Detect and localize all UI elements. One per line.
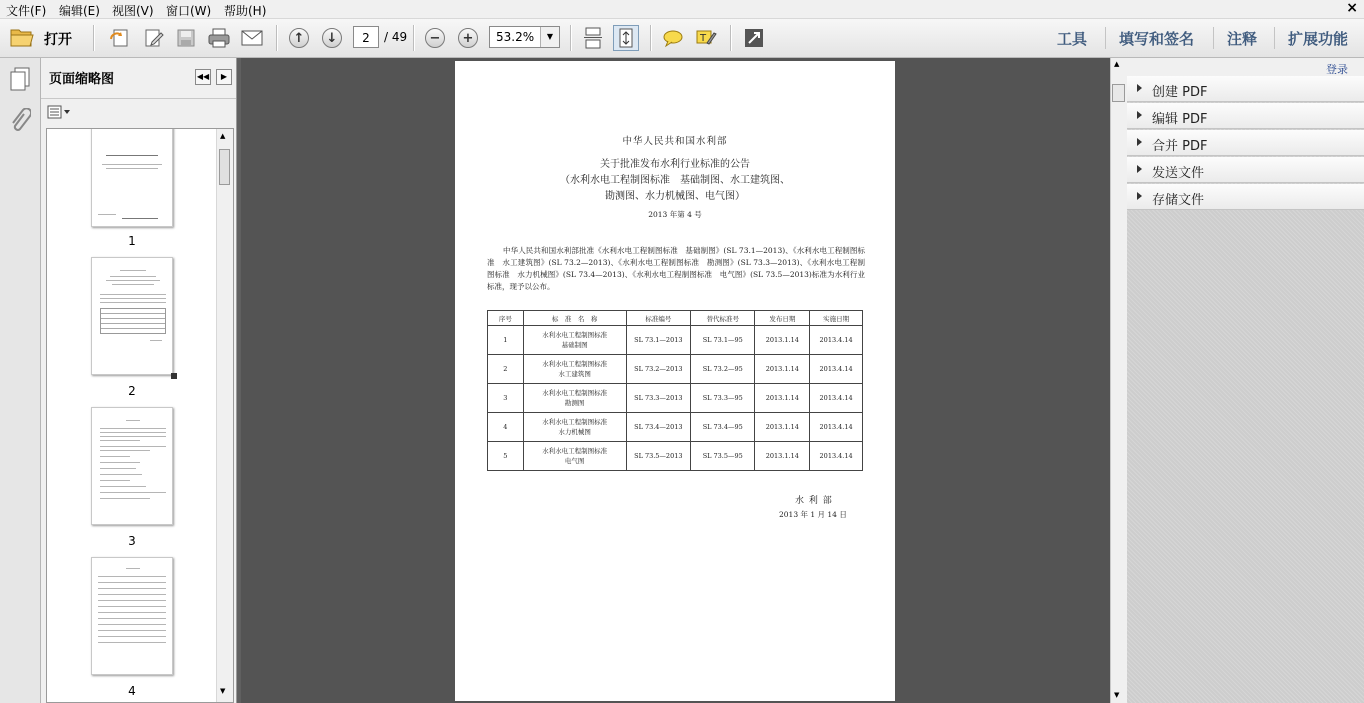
merge-pdf-label: 合并 PDF [1152,139,1208,154]
table-cell: SL 73.1—95 [691,326,755,355]
next-page-icon[interactable]: ↓ [319,25,345,51]
table-row [488,384,863,413]
navigation-rail [0,58,41,703]
send-file-item[interactable] [1127,157,1364,183]
panel-title: 页面缩略图 [49,72,115,87]
scroll-up-icon[interactable]: ▲ [1114,60,1120,68]
svg-text:T: T [700,33,707,44]
thumbnail-scroll-thumb[interactable] [219,149,230,185]
table-cell [523,355,626,384]
close-document-icon[interactable]: × [1346,0,1358,16]
chevron-down-icon[interactable]: ▼ [540,27,559,47]
table-cell: SL 73.2—2013 [626,355,690,384]
table-cell: 2013.4.14 [810,442,863,471]
table-row [488,442,863,471]
scroll-down-icon[interactable]: ▼ [220,687,226,695]
standard-part: 水工建筑图 [558,370,591,378]
previous-page-icon[interactable]: ↑ [286,25,312,51]
table-cell: 2013.1.14 [755,413,810,442]
zoom-value: 53.2% [496,30,535,44]
standard-name: 水利水电工程制图标准 [542,418,608,426]
expand-arrow-icon [1137,84,1142,92]
standard-name: 水利水电工程制图标准 [542,447,608,455]
table-header: 替代标准号 [691,311,755,326]
open-folder-icon[interactable] [10,26,34,50]
table-cell [523,413,626,442]
page-thumbnails-icon[interactable] [9,67,31,94]
table-header-row [488,311,863,326]
thumbnails-panel [41,58,237,703]
fullscreen-icon[interactable] [741,25,767,51]
table-cell: 4 [488,413,524,442]
table-cell: 2 [488,355,524,384]
fill-sign-tab[interactable]: 填写和签名 [1119,30,1195,48]
extended-tab[interactable]: 扩展功能 [1288,30,1349,48]
table-row [488,413,863,442]
table-cell: SL 73.5—95 [691,442,755,471]
table-cell: 2013.1.14 [755,355,810,384]
edit-document-icon[interactable] [141,25,167,51]
save-as-icon[interactable] [107,25,133,51]
table-cell: SL 73.1—2013 [626,326,690,355]
expand-arrow-icon [1137,111,1142,119]
task-pane [1127,58,1364,703]
table-row [488,326,863,355]
menu-file[interactable]: 文件(F) [6,4,47,18]
document-view [241,58,1110,703]
zoom-select[interactable] [489,26,560,48]
table-cell: 3 [488,384,524,413]
print-icon[interactable] [206,25,232,51]
table-header: 发布日期 [755,311,810,326]
table-cell: SL 73.5—2013 [626,442,690,471]
edit-pdf-item[interactable] [1127,103,1364,129]
standard-part: 电气图 [564,457,585,465]
menu-bar [0,0,1364,19]
page-total: / 49 [384,30,408,44]
menu-help[interactable]: 帮助(H) [224,4,267,18]
expand-arrow-icon [1137,138,1142,146]
expand-arrow-icon [1137,165,1142,173]
table-header: 序号 [488,311,524,326]
scroll-down-icon[interactable]: ▼ [1114,691,1120,699]
thumbnail-scrollbar[interactable] [216,129,233,702]
zoom-in-icon[interactable]: + [455,25,481,51]
merge-pdf-item[interactable] [1127,130,1364,156]
table-cell: 2013.1.14 [755,384,810,413]
table-cell: 2013.1.14 [755,442,810,471]
thumbnail-list [46,128,234,703]
notice-body: 中华人民共和国水利部批准《水利水电工程制图标准 基础制图》(SL 73.1—2013)、《水利水电工程制图标准 水工建筑图》(SL 73.2—2013)、《水利水电工程制图标准 勘测图》(SL 73.3—2013)、《水利水电工程制图标准 水力机械图》(SL 73.4—2013)、《水利水电工程制图标准 电气图》(SL 73.5—2013)标准为水利行业标准，现予以公布。 [487,246,865,291]
standard-part: 基础制图 [561,341,588,349]
table-cell: 2013.4.14 [810,326,863,355]
page-thumbnail-2[interactable] [91,257,173,375]
signature: 水 利 部 [795,496,833,506]
page-thumbnail-3[interactable] [91,407,173,525]
page-thumbnail-1[interactable] [91,128,173,227]
signature-date: 2013 年 1 月 14 日 [779,510,847,519]
table-cell: 2013.4.14 [810,355,863,384]
table-row [488,355,863,384]
menu-view[interactable]: 视图(V) [112,4,154,18]
table-cell: SL 73.2—95 [691,355,755,384]
zoom-out-icon[interactable]: − [422,25,448,51]
highlight-text-icon[interactable] [693,25,719,51]
table-cell: 5 [488,442,524,471]
standards-table [487,310,863,471]
table-header: 标准编号 [626,311,690,326]
document-page [455,61,895,701]
create-pdf-item[interactable] [1127,76,1364,102]
open-button[interactable]: 打开 [44,32,72,48]
table-cell: SL 73.3—95 [691,384,755,413]
doc-number: 2013 年第 4 号 [648,210,702,219]
table-header: 实施日期 [810,311,863,326]
page-thumbnail-4[interactable] [91,557,173,675]
standard-name: 水利水电工程制图标准 [542,360,608,368]
scroll-mode-icon[interactable] [580,25,606,51]
document-scrollbar[interactable] [1110,58,1127,703]
collapse-panel-icon[interactable]: ◀◀ [195,69,211,85]
standard-part: 勘测图 [564,399,585,407]
table-cell: SL 73.4—2013 [626,413,690,442]
comment-tab[interactable]: 注释 [1227,30,1258,48]
document-scroll-thumb[interactable] [1112,84,1125,102]
login-link[interactable]: 登录 [1326,63,1348,76]
thumbnail-label-1: 1 [128,234,136,248]
store-file-item[interactable] [1127,184,1364,210]
standard-name: 水利水电工程制图标准 [542,331,608,339]
attachment-icon[interactable] [9,108,31,137]
thumbnail-label-2: 2 [128,384,136,398]
toolbar [0,19,1364,58]
fit-page-icon[interactable] [613,25,639,51]
notice-subheading-2: 勘测图、水力机械图、电气图） [605,191,745,202]
table-cell: SL 73.4—95 [691,413,755,442]
expand-panel-icon[interactable]: ▶ [216,69,232,85]
email-icon[interactable] [239,25,265,51]
table-cell [523,326,626,355]
table-cell: 2013.4.14 [810,384,863,413]
thumbnail-options-icon[interactable] [47,104,71,120]
thumbnail-label-3: 3 [128,534,136,548]
standard-part: 水力机械图 [558,428,591,436]
expand-arrow-icon [1137,192,1142,200]
notice-heading: 关于批准发布水利行业标准的公告 [600,159,750,170]
send-file-label: 发送文件 [1152,166,1205,181]
tools-tab[interactable]: 工具 [1057,30,1088,48]
menu-window[interactable]: 窗口(W) [166,4,212,18]
table-cell: 1 [488,326,524,355]
table-cell: 2013.4.14 [810,413,863,442]
scroll-up-icon[interactable]: ▲ [220,132,226,140]
notice-subheading-1: （水利水电工程制图标准 基础制图、水工建筑图、 [560,175,790,186]
org-title: 中华人民共和国水利部 [622,136,728,147]
table-cell: SL 73.3—2013 [626,384,690,413]
create-pdf-label: 创建 PDF [1152,85,1208,100]
thumbnail-label-4: 4 [128,684,136,698]
table-cell [523,442,626,471]
edit-pdf-label: 编辑 PDF [1152,112,1208,127]
standard-name: 水利水电工程制图标准 [542,389,608,397]
save-icon[interactable] [173,25,199,51]
comment-icon[interactable] [660,25,686,51]
table-cell [523,384,626,413]
table-cell: 2013.1.14 [755,326,810,355]
table-header: 标 准 名 称 [523,311,626,326]
page-number-input[interactable]: 2 [353,26,379,48]
store-file-label: 存储文件 [1152,193,1205,208]
menu-edit[interactable]: 编辑(E) [59,4,100,18]
